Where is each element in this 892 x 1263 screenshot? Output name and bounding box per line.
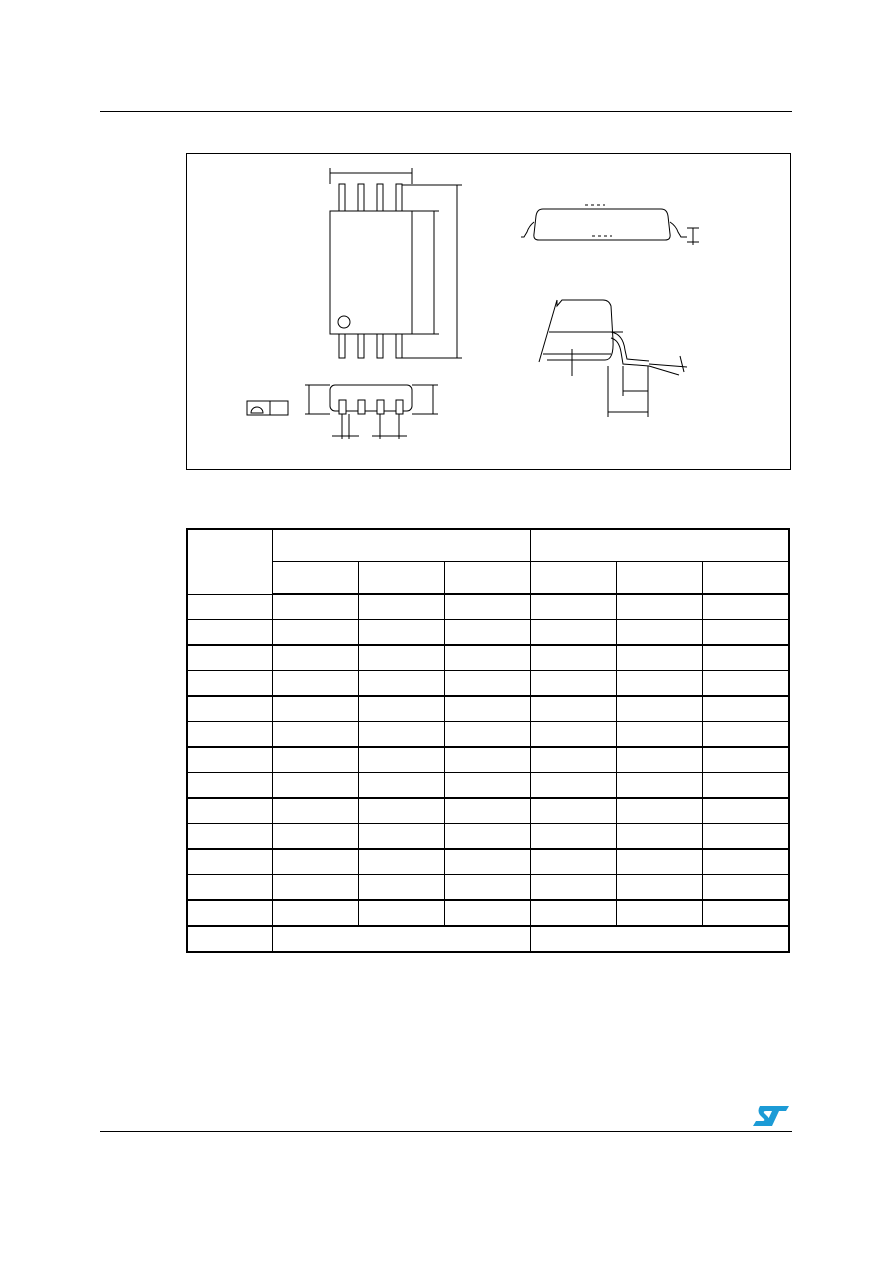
top-pin	[396, 184, 402, 211]
st-logo	[752, 1104, 790, 1128]
header-rule	[100, 111, 792, 112]
subcol-header	[530, 562, 616, 595]
bottom-pin	[339, 334, 345, 358]
table-row	[187, 900, 789, 926]
table-row	[187, 747, 789, 773]
top-pin	[377, 184, 383, 211]
package-drawing-frame	[186, 153, 791, 470]
bottom-pin	[396, 334, 402, 358]
top-view-body	[330, 211, 412, 334]
bottom-pin	[358, 334, 364, 358]
dimensions-table	[186, 528, 790, 953]
table-row	[187, 645, 789, 671]
top-pin	[339, 184, 345, 211]
table-row	[187, 594, 789, 620]
table-row	[187, 722, 789, 748]
symbol-header	[187, 529, 272, 594]
subcol-header	[272, 562, 358, 595]
table-row	[187, 798, 789, 824]
top-pin	[358, 184, 364, 211]
subcol-header	[444, 562, 530, 595]
table-row	[187, 671, 789, 697]
table-row	[187, 696, 789, 722]
table-row	[187, 620, 789, 646]
lead-detail-body	[547, 300, 613, 360]
package-outline-drawing	[187, 154, 792, 471]
group2-header	[530, 529, 789, 562]
subcol-header	[702, 562, 789, 595]
table-row	[187, 824, 789, 850]
subcol-header	[616, 562, 702, 595]
end-view-body	[534, 209, 670, 240]
footer-rule	[100, 1131, 792, 1132]
table-row	[187, 849, 789, 875]
table-row	[187, 773, 789, 799]
subcol-header	[358, 562, 444, 595]
table-row	[187, 875, 789, 901]
group1-header	[272, 529, 530, 562]
bottom-pin	[377, 334, 383, 358]
table-row-last	[187, 926, 789, 952]
